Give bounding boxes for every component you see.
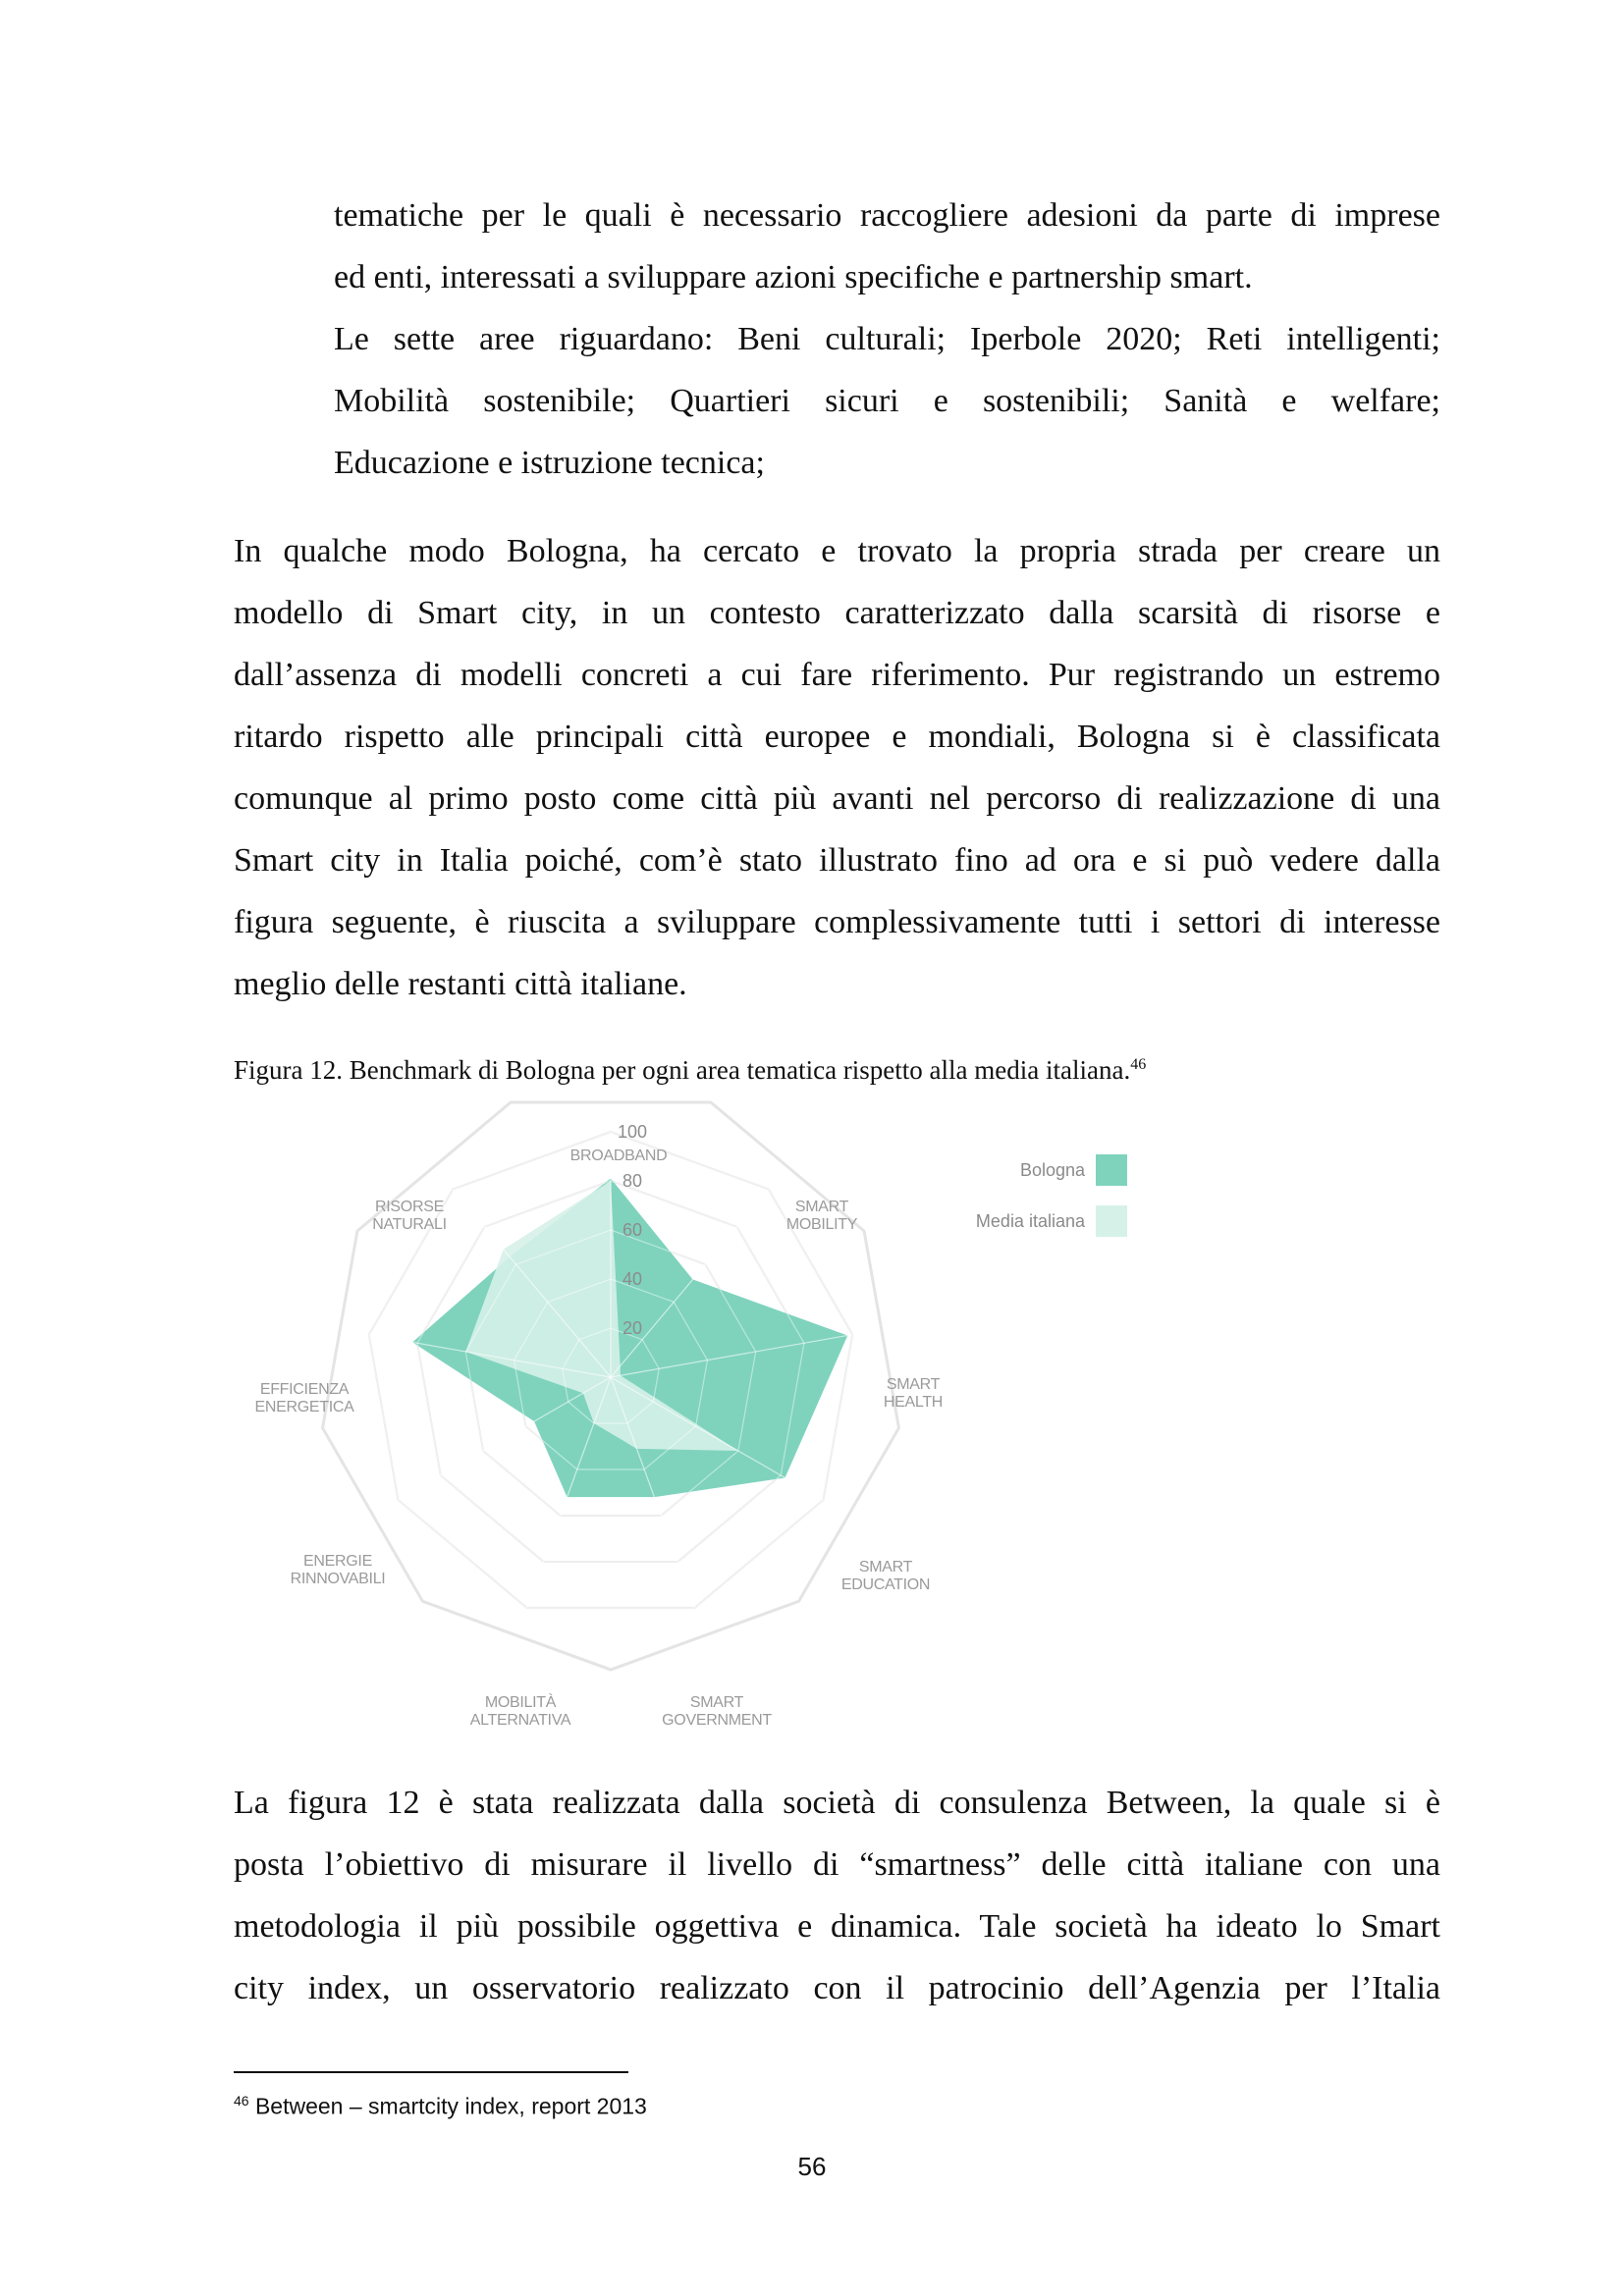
- tick-label-20: 20: [622, 1318, 643, 1338]
- axis-label: SMART GOVERNMENT: [662, 1694, 772, 1729]
- text-line: In qualche modo Bologna, ha cercato e trovato la propria strada per creare un: [234, 533, 1440, 569]
- tick-label-100: 100: [617, 1122, 648, 1142]
- text-line: ritardo rispetto alle principali città europee e mondiali, Bologna si è classificata: [234, 719, 1440, 755]
- tick-label-80: 80: [622, 1171, 643, 1191]
- text-line: Le sette aree riguardano: Beni culturali; Iperbole 2020; Reti intelligenti;: [334, 321, 1440, 357]
- text-line: modello di Smart city, in un contesto caratterizzato dalla scarsità di risorse e: [234, 595, 1440, 631]
- caption-footnote-ref: 46: [1130, 1056, 1147, 1073]
- radar-chart: [226, 1122, 1168, 1742]
- text-line: tematiche per le quali è necessario raccogliere adesioni da parte di imprese: [334, 197, 1440, 234]
- text-line: ed enti, interessati a sviluppare azioni specifiche e partnership smart.: [334, 259, 1253, 295]
- axis-label: ENERGIE RINNOVABILI: [290, 1553, 386, 1587]
- text-line: Smart city in Italia poiché, com’è stato illustrato fino ad ora e si può vedere dalla: [234, 842, 1440, 879]
- axis-label: RISORSE NATURALI: [372, 1199, 447, 1233]
- page-number: 56: [797, 2152, 827, 2181]
- text-line: dall’assenza di modelli concreti a cui fare riferimento. Pur registrando un estremo: [234, 657, 1440, 693]
- footnote: [234, 2085, 647, 2122]
- text-line: Mobilità sostenibile; Quartieri sicuri e sostenibili; Sanità e welfare;: [334, 383, 1440, 419]
- text-line: figura seguente, è riuscita a sviluppare complessivamente tutti i settori di interesse: [234, 904, 1440, 940]
- tick-label-60: 60: [622, 1220, 643, 1240]
- axis-label: SMART HEALTH: [883, 1376, 944, 1411]
- axis-label: BROADBAND: [569, 1148, 668, 1164]
- paragraph-aree-tematiche: [334, 185, 1440, 494]
- paragraph-between: [234, 1772, 1440, 2019]
- footnote-text: Between – smartcity index, report 2013: [254, 2093, 647, 2119]
- text-line: metodologia il più possibile oggettiva e dinamica. Tale società ha ideato lo Smart: [234, 1908, 1440, 1945]
- text-line: city index, un osservatorio realizzato con il patrocinio dell’Agenzia per l’Italia: [234, 1970, 1440, 2006]
- axis-label: SMART MOBILITY: [785, 1199, 858, 1233]
- text-line: La figura 12 è stata realizzata dalla società di consulenza Between, la quale si è: [234, 1785, 1440, 1821]
- footnote-ref: 46: [234, 2093, 249, 2109]
- text-line: posta l’obiettivo di misurare il livello di “smartness” delle città italiane con una: [234, 1846, 1440, 1883]
- legend-label: Media italiana: [975, 1211, 1085, 1231]
- tick-label-40: 40: [622, 1269, 643, 1289]
- footnote-separator: [234, 2071, 628, 2073]
- legend-label: Bologna: [1019, 1160, 1085, 1180]
- text-line: Educazione e istruzione tecnica;: [334, 445, 765, 481]
- paragraph-bologna: [234, 520, 1440, 1015]
- legend-swatch: [1096, 1154, 1127, 1186]
- caption-text: Figura 12. Benchmark di Bologna per ogni area tematica rispetto alla media italiana.: [234, 1055, 1131, 1085]
- legend-swatch: [1096, 1205, 1127, 1237]
- text-line: meglio delle restanti città italiane.: [234, 966, 687, 1002]
- text-line: comunque al primo posto come città più avanti nel percorso di realizzazione di una: [234, 780, 1440, 817]
- axis-label: MOBILITÀ ALTERNATIVA: [469, 1694, 571, 1729]
- axis-label: SMART EDUCATION: [840, 1559, 931, 1593]
- figure-caption: [234, 1048, 1146, 1087]
- axis-label: EFFICIENZA ENERGETICA: [254, 1381, 354, 1415]
